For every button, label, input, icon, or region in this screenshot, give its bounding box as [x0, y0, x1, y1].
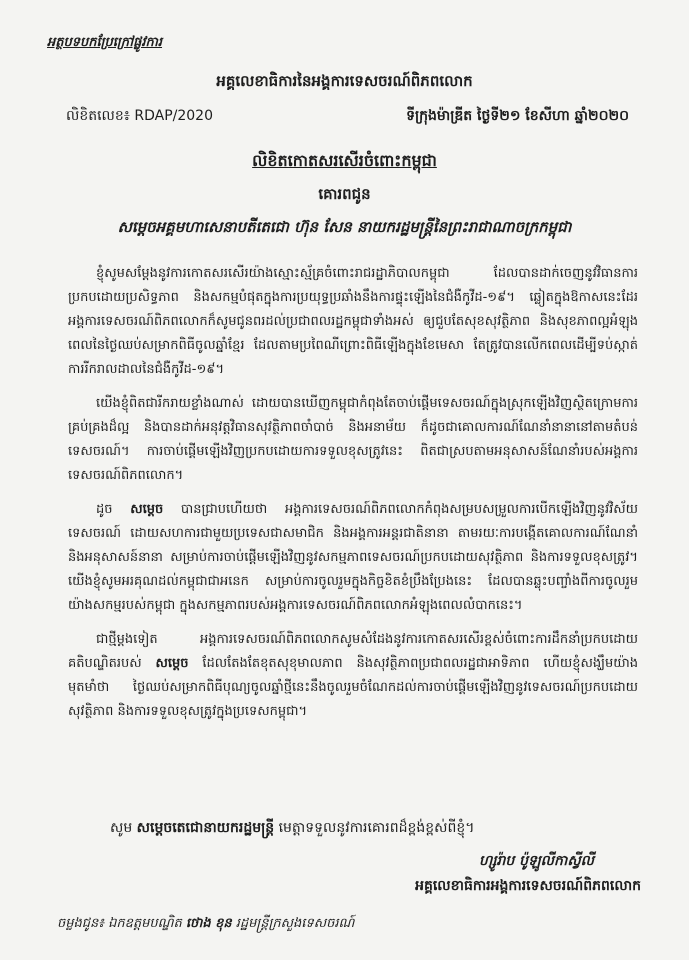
paragraph-3: [68, 498, 638, 618]
cc-text-b: រដ្ឋមន្ត្រីក្រសួងទេសចរណ៍: [231, 916, 355, 931]
closing-text-a: សូម: [110, 820, 137, 836]
recipient-name: សម្តេចអគ្គមហាសេនាបតីតេជោ ហ៊ុន សែន នាយករដ្ឋមន្ត្រីនៃព្រះរាជាណាចក្រកម្ពុជា: [117, 218, 572, 236]
signatory-title: អគ្គលេខាធិការអង្គការទេសចរណ៍ពិភពលោក: [415, 878, 641, 894]
paragraph-3-honorific: សម្តេច: [130, 502, 164, 517]
paragraph-2: យើងខ្ញុំពិតជារីករាយខ្លាំងណាស់ ដោយបានឃើញកម្ពុជាកំពុងតែចាប់ផ្តើមទេសចរណ៍ក្នុងស្រុកឡើងវិញស្ថិតក្រោមការគ្រប់គ្រងដ៏ល្អ និងបានដាក់អនុវត្តវិធានសុវត្ថិភាពចាំបាច់ និងអនាម័យ ក៏ដូចជាគោលការណ៍ណែនាំនានានៅតាមតំបន់ទេសចរណ៍។ ការចាប់ផ្តើមឡើងវិញប្រកបដោយការទទួលខុសត្រូវនេះ ពិតជាស្របតាមអនុសាសន៍ណែនាំរបស់អង្គការទេសចរណ៍ពិភពលោក។: [68, 396, 638, 483]
closing-honorific: សម្តេចតេជោនាយករដ្ឋមន្ត្រី: [136, 820, 275, 836]
paragraph-1: ខ្ញុំសូមសម្តែងនូវការកោតសរសើរយ៉ាងស្មោះស្ម័គ្រចំពោះរាជរដ្ឋាភិបាលកម្ពុជា ដែលបានដាក់ចេញនូវវិធានការប្រកបដោយប្រសិទ្ធភាព និងសកម្មបំផុតក្នុងការប្រយុទ្ធប្រឆាំងនឹងការផ្ទុះឡើងនៃជំងឺកូវីដ-១៩។ ឆ្លៀតក្នុងឱកាសនេះដែរ អង្គការទេសចរណ៍ពិភពលោកក៏សូមជូនពរដល់ប្រជាពលរដ្ឋកម្ពុជាទាំងអស់ ឲ្យជួបតែសុខសុវត្ថិភាព និងសុខភាពល្អអំឡុងពេលនៃថ្ងៃឈប់សម្រាកពិធីចូលឆ្នាំខ្មែរ ដែលតាមប្រពៃណីព្រោះពិធីឡើងក្នុងខែមេសា តែត្រូវបានលើកពេលដើម្បីទប់ស្កាត់ការរីករាលដាលនៃជំងឺកូវីដ-១៩។: [68, 266, 638, 377]
organization-title: អគ្គលេខាធិការនៃអង្គការទេសចរណ៍ពិភពលោក: [216, 72, 473, 90]
recipient-label: គោរពជូន: [318, 185, 371, 203]
unofficial-translation-note: អត្ថបទបកប្រែក្រៅផ្លូវការ: [47, 35, 163, 50]
paragraph-4: [68, 628, 638, 724]
paragraph-4-text-a: ជាថ្មីម្តងទៀត អង្គការទេសចរណ៍ពិភពលោកសូមសំដែងនូវការកោតសរសើរខ្ពស់ចំពោះការដឹកនាំប្រកបដោយគតិបណ្ឌិតរបស់: [68, 632, 638, 671]
paragraph-3-text-a: ដូច: [96, 502, 131, 517]
cc-text-a: ចម្លងជូន៖ ឯកឧត្តមបណ្ឌិត: [57, 916, 186, 931]
letter-number: លិខិតលេខ៖ RDAP/2020: [66, 108, 213, 124]
paragraph-3-text-b: បានជ្រាបហើយថា អង្គការទេសចរណ៍ពិភពលោកកំពុងសម្របសម្រួលការបើកឡើងវិញនូវវិស័យទេសចរណ៍ ដោយសហការជាមួយប្រទេសជាសមាជិក និងអង្គការអន្តរជាតិនានា តាមរយៈការបង្កើតគោលការណ៍ណែនាំ និងអនុសាសន៍នានា សម្រាប់ការចាប់ផ្តើមឡើងវិញនូវសកម្មភាពទេសចរណ៍ប្រកបដោយសុវត្ថិភាព និងការទទួលខុសត្រូវ។ យើងខ្ញុំសូមអរគុណដល់កម្ពុជាជាអនេក សម្រាប់ការចូលរួមក្នុងកិច្ចខិតខំប្រឹងប្រែងនេះ ដែលបានឆ្លុះបញ្ចាំងពីការចូលរួមយ៉ាងសកម្មរបស់កម្ពុជា ក្នុងសកម្មភាពរបស់អង្គការទេសចរណ៍ពិភពលោកអំឡុងពេលលំបាកនេះ។: [68, 502, 638, 613]
letter-subject: លិខិតកោតសរសើរចំពោះកម្ពុជា: [252, 151, 437, 170]
closing-text-b: មេត្តាទទួលនូវការគោរពដ៏ខ្ពង់ខ្ពស់ពីខ្ញុំ។: [274, 820, 475, 836]
carbon-copy-line: [57, 915, 354, 934]
signatory-name: ហ្សូរ៉ាប ប៉ូឡូលីកាស្វីលី: [478, 853, 594, 869]
cc-minister-name: ថោង ខុន: [185, 916, 232, 931]
date-line: ទីក្រុងម៉ាឌ្រីត ថ្ងៃទី២១ ខែសីហា ឆ្នាំ២០២០: [406, 108, 629, 124]
letter-body: [68, 262, 638, 734]
closing-line: [110, 818, 474, 839]
paragraph-4-text-b: ដែលតែងតែខុតសុខុមាលភាព និងសុវត្ថិភាពប្រជាពលរដ្ឋជាអាទិភាព ហើយខ្ញុំសង្ឃឹមយ៉ាងមុតមាំថា ថ្ងៃឈប់សម្រាកពិធីបុណ្យចូលឆ្នាំថ្មីនេះនឹងចូលរួមចំណែកដល់ការចាប់ផ្តើមឡើងវិញនូវទេសចរណ៍ប្រកបដោយសុវត្ថិភាព និងការទទួលខុសត្រូវក្នុងប្រទេសកម្ពុជា។: [68, 656, 638, 719]
paragraph-4-honorific: សម្តេច: [155, 656, 189, 671]
